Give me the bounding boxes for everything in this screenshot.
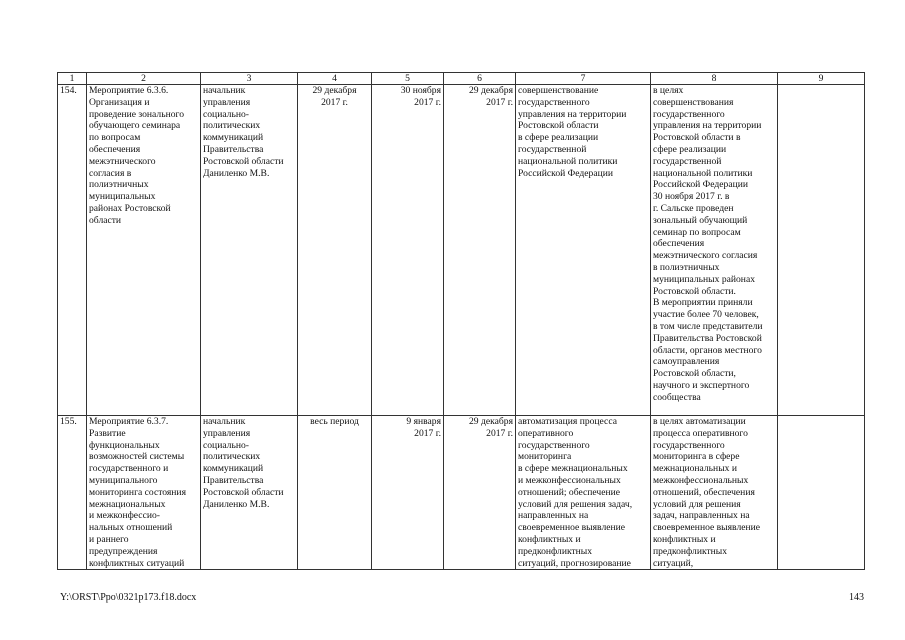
page-number: 143: [849, 592, 864, 603]
activity-name: Мероприятие 6.3.6. Организация и проведение зонального обучающего семинара по вопросам обеспечения межэтнического согласия в полиэтничных муниципальных районах Ростовской области: [87, 85, 201, 416]
note: [778, 416, 865, 570]
report-table: [57, 72, 865, 570]
table-row: [58, 85, 865, 416]
note: [778, 85, 865, 416]
actual-result: в целях совершенствования государственного управления на территории Ростовской области в сфере реализации государственной национальной политики Российской Федерации 30 ноября 2017 г. в г. Сальске проведен зональный обучающий семинар по вопросам обеспечения межэтнического согласия в полиэтничных муниципальных районах Ростовской области. В мероприятии приняли участие более 70 человек, в том числе представители Правительства Ростовской области, органов местного самоуправления Ростовской области, научного и экспертного сообщества: [651, 85, 778, 416]
actual-start-date: 9 января 2017 г.: [372, 416, 444, 570]
table-row: [58, 416, 865, 570]
row-number: 154.: [58, 85, 87, 416]
header-cell: 7: [516, 73, 651, 85]
actual-end-date: 29 декабря 2017 г.: [444, 85, 516, 416]
activity-name: Мероприятие 6.3.7. Развитие функциональных возможностей системы государственного и муниципального мониторинга состояния межнациональных и межконфессио- нальных отношений и раннего предупреждения конфликтных ситуаций: [87, 416, 201, 570]
executor: начальник управления социально- политических коммуникаций Правительства Ростовской области Даниленко М.В.: [201, 416, 298, 570]
actual-result: в целях автоматизации процесса оперативного государственного мониторинга в сфере межнациональных и межконфессиональных отношений, обеспечения условий для решения задач, направленных на своевременное выявление конфликтных и предконфликтных ситуаций,: [651, 416, 778, 570]
planned-date: весь период: [298, 416, 372, 570]
row-number: 155.: [58, 416, 87, 570]
expected-result: автоматизация процесса оперативного государственного мониторинга в сфере межнациональных и межконфессиональных отношений; обеспечение условий для решения задач, направленных на своевременное выявление конфликтных и предконфликтных ситуаций, прогнозирование: [516, 416, 651, 570]
planned-date: 29 декабря 2017 г.: [298, 85, 372, 416]
header-cell: 2: [87, 73, 201, 85]
header-cell: 6: [444, 73, 516, 85]
header-row: [58, 73, 865, 85]
header-cell: 9: [778, 73, 865, 85]
header-cell: 3: [201, 73, 298, 85]
executor: начальник управления социально- политических коммуникаций Правительства Ростовской области Даниленко М.В.: [201, 85, 298, 416]
expected-result: совершенствование государственного управления на территории Ростовской области в сфере реализации государственной национальной политики Российской Федерации: [516, 85, 651, 416]
actual-end-date: 29 декабря 2017 г.: [444, 416, 516, 570]
header-cell: 1: [58, 73, 87, 85]
header-cell: 5: [372, 73, 444, 85]
actual-start-date: 30 ноября 2017 г.: [372, 85, 444, 416]
header-cell: 4: [298, 73, 372, 85]
file-path: Y:\ORST\Ppo\0321p173.f18.docx: [60, 592, 197, 603]
header-cell: 8: [651, 73, 778, 85]
